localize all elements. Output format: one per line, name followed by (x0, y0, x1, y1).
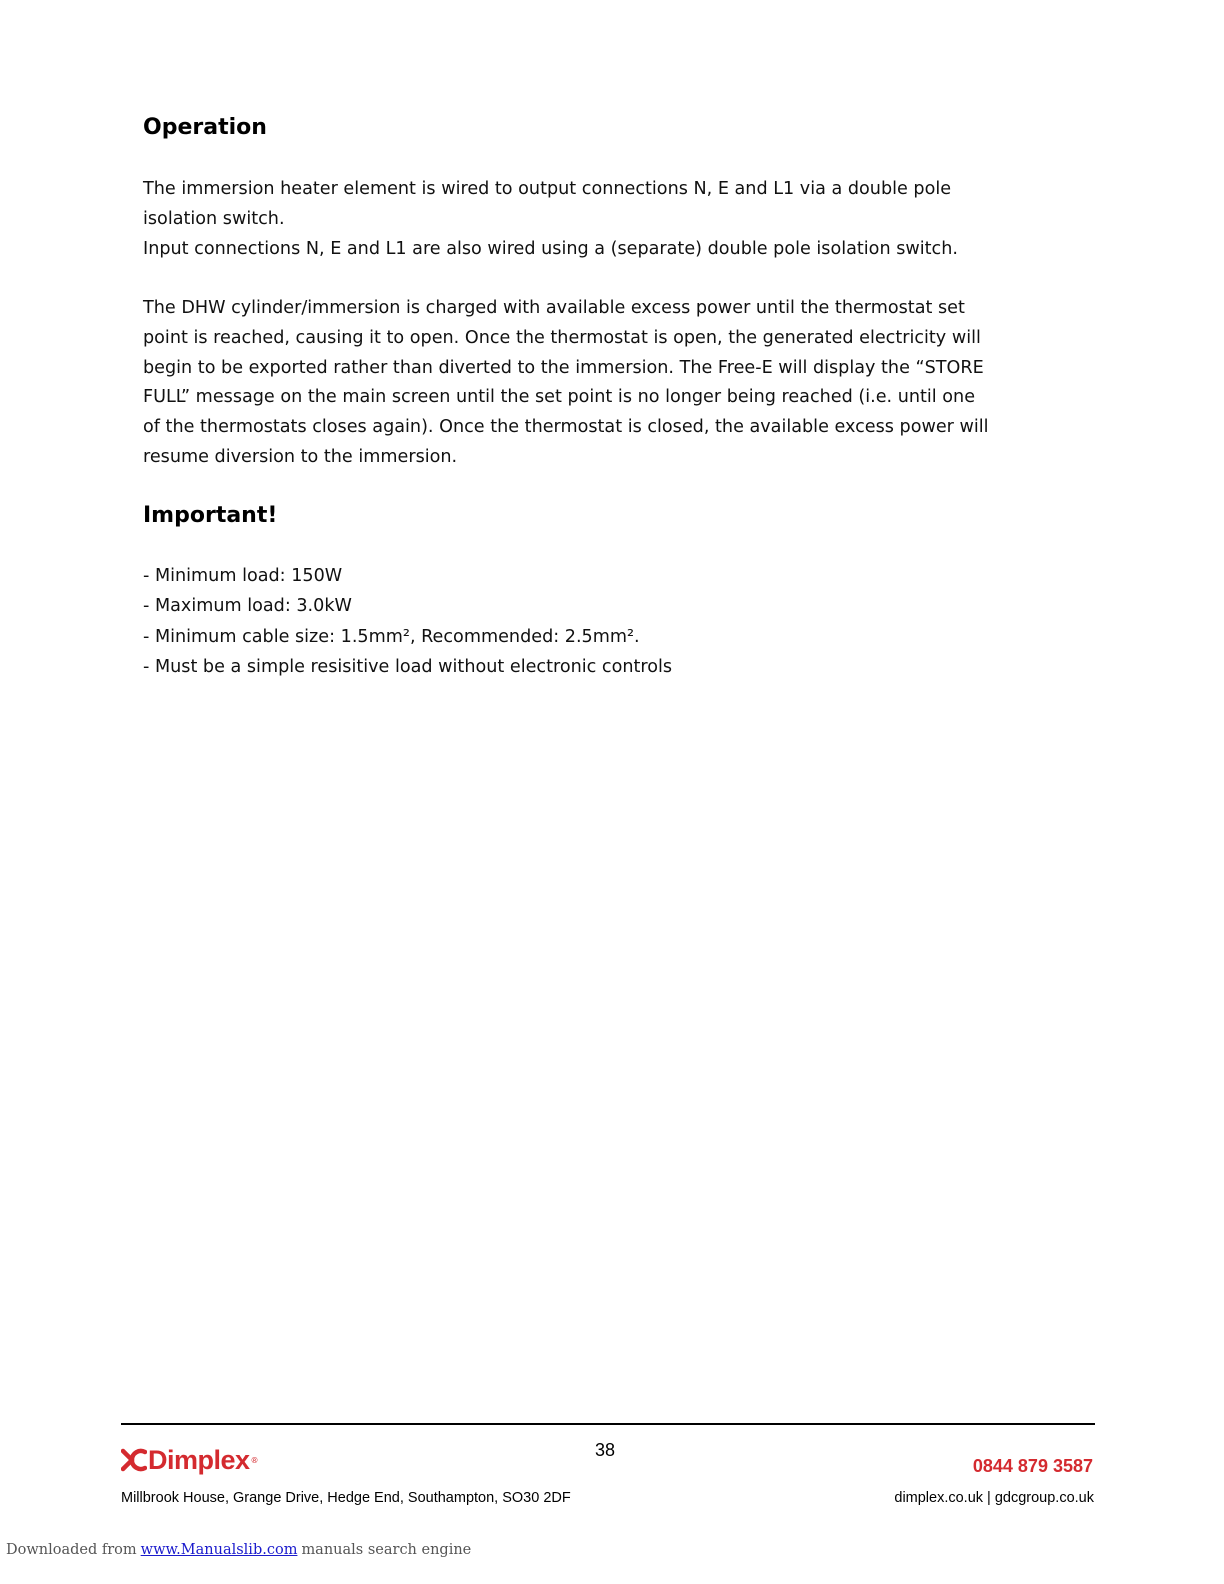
text-line: FULL” message on the main screen until the set point is no longer being reached (i.e. until one (143, 387, 976, 408)
download-credit (6, 1542, 471, 1558)
requirements-list (143, 561, 672, 682)
text-line: begin to be exported rather than diverted to the immersion. The Free-E will display the “STORE (143, 357, 984, 378)
registered-mark: ® (250, 1455, 259, 1465)
logo-wordmark: Dimplex (148, 1444, 250, 1475)
text-line: Input connections N, E and L1 are also wired using a (separate) double pole isolation switch. (143, 238, 958, 259)
operation-paragraph-1 (143, 175, 1053, 264)
operation-heading: Operation (143, 115, 267, 140)
list-item: - Maximum load: 3.0kW (143, 596, 352, 617)
text-line: isolation switch. (143, 208, 285, 229)
text-line: resume diversion to the immersion. (143, 446, 458, 467)
text-line: of the thermostats closes again). Once the thermostat is closed, the available excess power will (143, 417, 989, 438)
page-number: 38 (595, 1440, 616, 1460)
phone-number: 0844 879 3587 (972, 1456, 1093, 1476)
manualslib-link[interactable]: www.Manualslib.com (140, 1542, 298, 1558)
list-item: - Minimum cable size: 1.5mm², Recommended: 2.5mm². (143, 626, 640, 647)
important-heading: Important! (143, 503, 278, 528)
dimplex-logo (121, 1443, 259, 1477)
text-line: The DHW cylinder/immersion is charged with available excess power until the thermostat set (143, 298, 965, 318)
company-address: Millbrook House, Grange Drive, Hedge End, Southampton, SO30 2DF (121, 1490, 571, 1506)
list-item: - Must be a simple resisitive load without electronic controls (143, 656, 673, 677)
operation-paragraph-2 (143, 294, 1053, 473)
download-suffix: manuals search engine (301, 1542, 472, 1558)
download-prefix: Downloaded from (6, 1542, 137, 1558)
website-links: dimplex.co.uk | gdcgroup.co.uk (894, 1490, 1094, 1506)
text-line: The immersion heater element is wired to output connections N, E and L1 via a double pole (143, 179, 952, 199)
footer-rule (121, 1423, 1095, 1425)
text-line: point is reached, causing it to open. Once the thermostat is open, the generated electricity will (143, 327, 981, 348)
dimplex-mark-icon (121, 1447, 147, 1473)
list-item: - Minimum load: 150W (143, 566, 343, 586)
